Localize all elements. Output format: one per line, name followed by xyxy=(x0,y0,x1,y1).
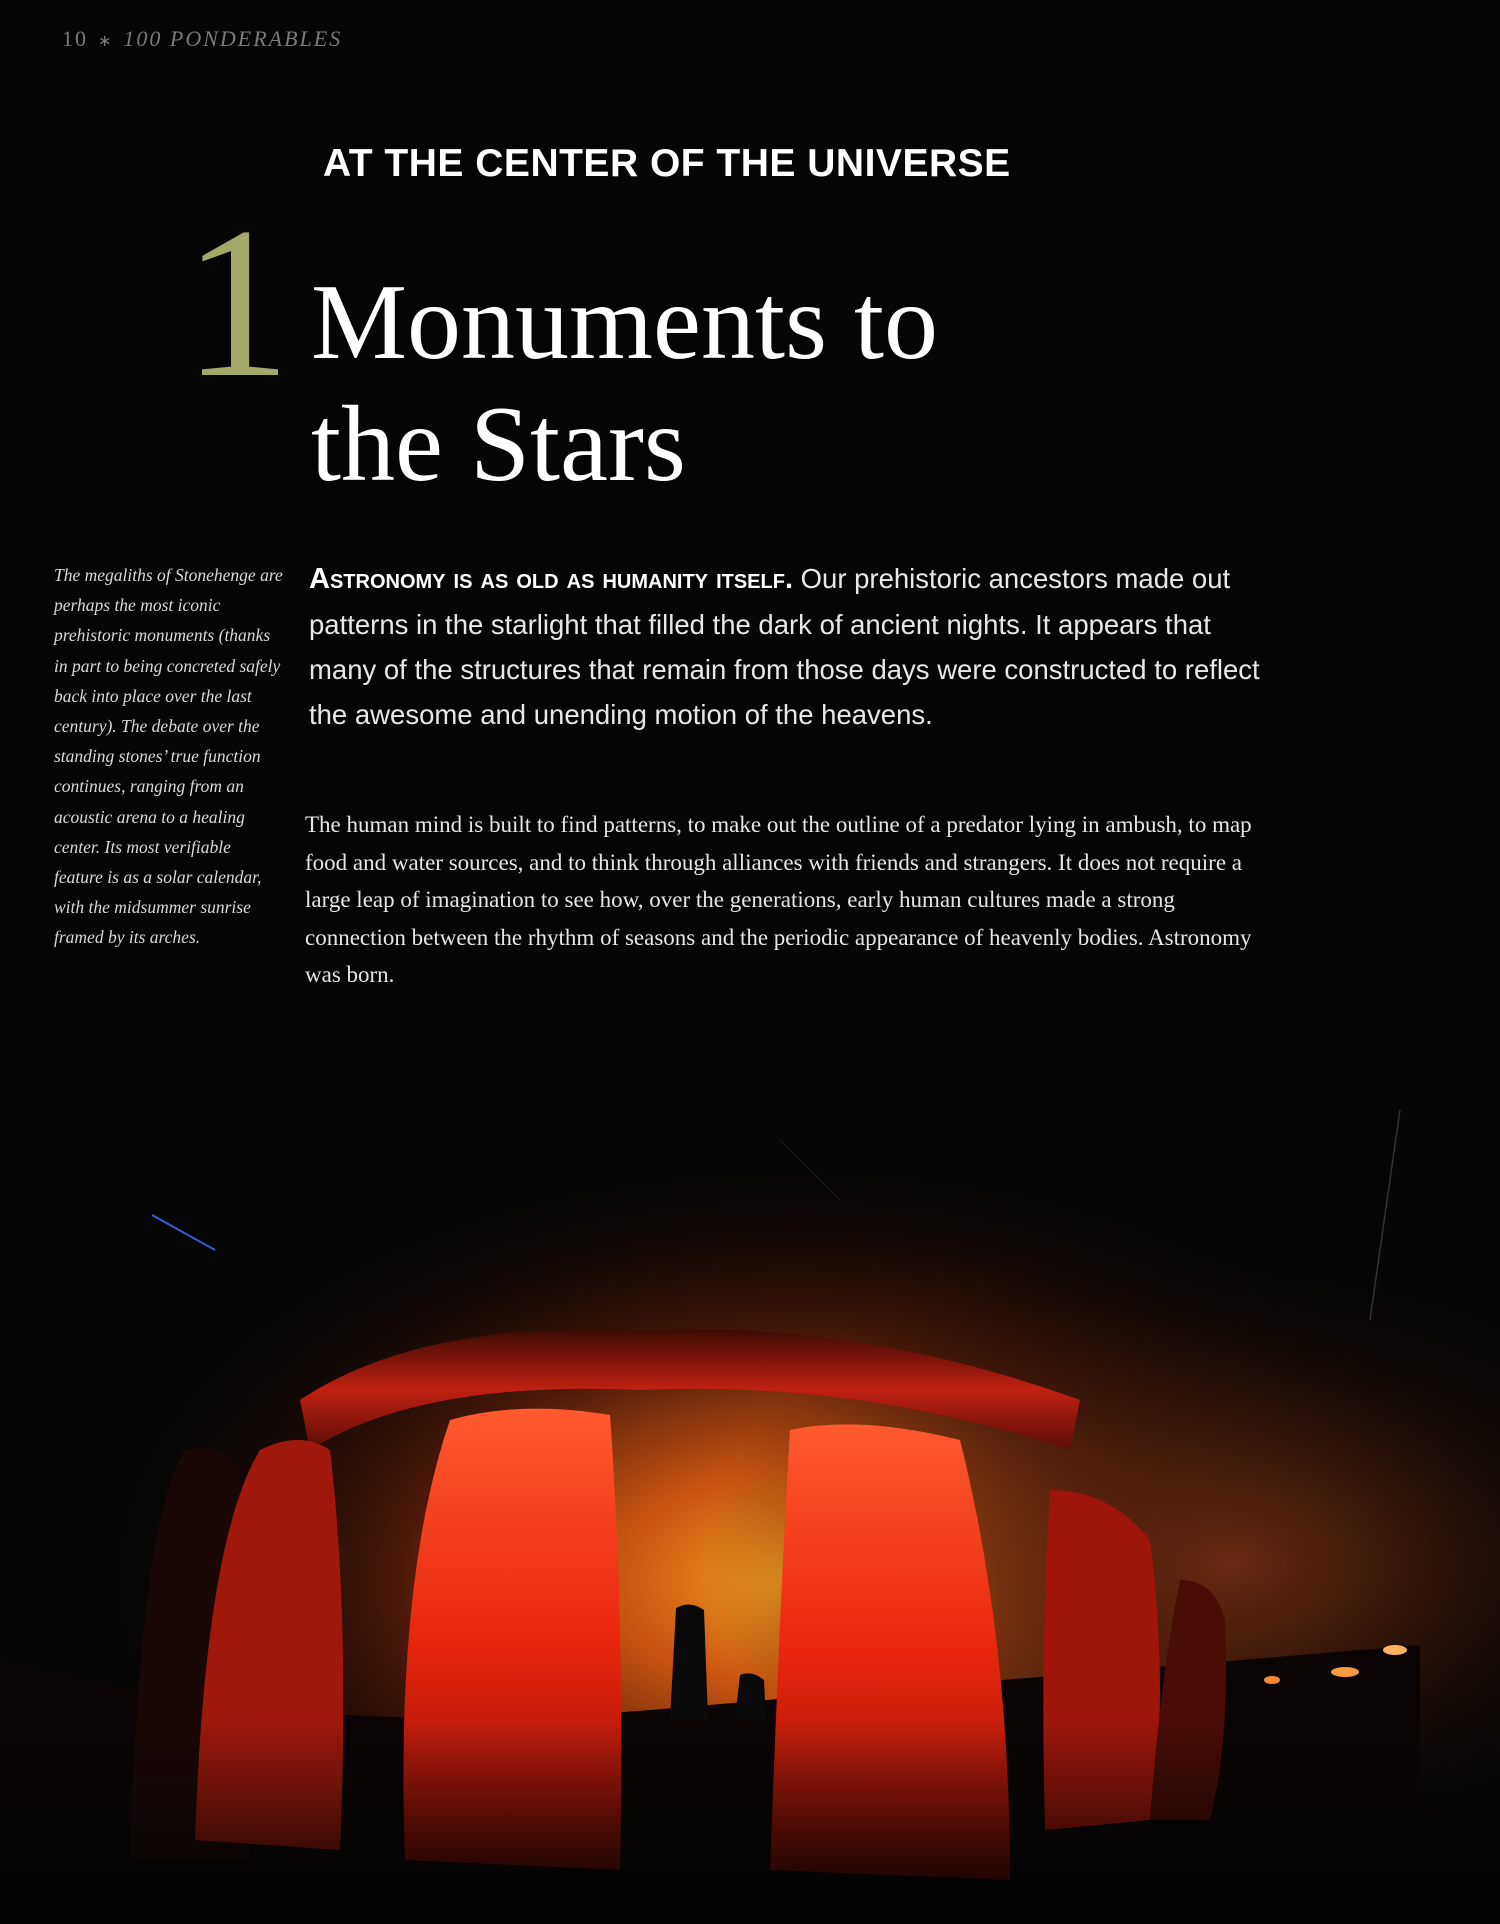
section-label: AT THE CENTER OF THE UNIVERSE xyxy=(323,142,1011,185)
chapter-title xyxy=(311,262,1211,506)
body-paragraph: The human mind is built to find patterns, to make out the outline of a predator lying in ambush, to map food and water sources, and to think through alliances with friends and strangers. It does not require a large leap of imagination to see how, over the generations, early human cultures made a strong connection between the rhythm of seasons and the periodic appearance of heavenly bodies. Astronomy was born. xyxy=(305,812,1252,987)
separator-icon: ∗ xyxy=(98,33,114,50)
stonehenge-photo xyxy=(0,1020,1500,1924)
chapter-number: 1 xyxy=(183,183,291,422)
photo-caption: The megaliths of Stonehenge are perhaps the most iconic prehistoric monuments (thanks in part to being concreted safely back into place over the last century). The debate over the standing stones’ true function continues, ranging from an acoustic arena to a healing center. Its most verifiable feature is as a solar calendar, with the midsummer sunrise framed by its arches. xyxy=(54,565,283,948)
title-line-1: Monuments to xyxy=(311,263,939,382)
page-number: 10 xyxy=(62,26,88,51)
book-title: 100 PONDERABLES xyxy=(123,26,343,51)
running-head xyxy=(62,26,342,52)
lead-text: Our prehistoric ancestors made out patterns in the starlight that filled the dark of ancient nights. It appears that many of the structures that remain from those days were constructed to reflect the awesome and unending motion of the heavens. xyxy=(309,563,1260,730)
lead-paragraph xyxy=(309,556,1269,737)
title-line-2: the Stars xyxy=(311,385,686,504)
lead-in: Astronomy is as old as humanity itself. xyxy=(309,563,794,595)
